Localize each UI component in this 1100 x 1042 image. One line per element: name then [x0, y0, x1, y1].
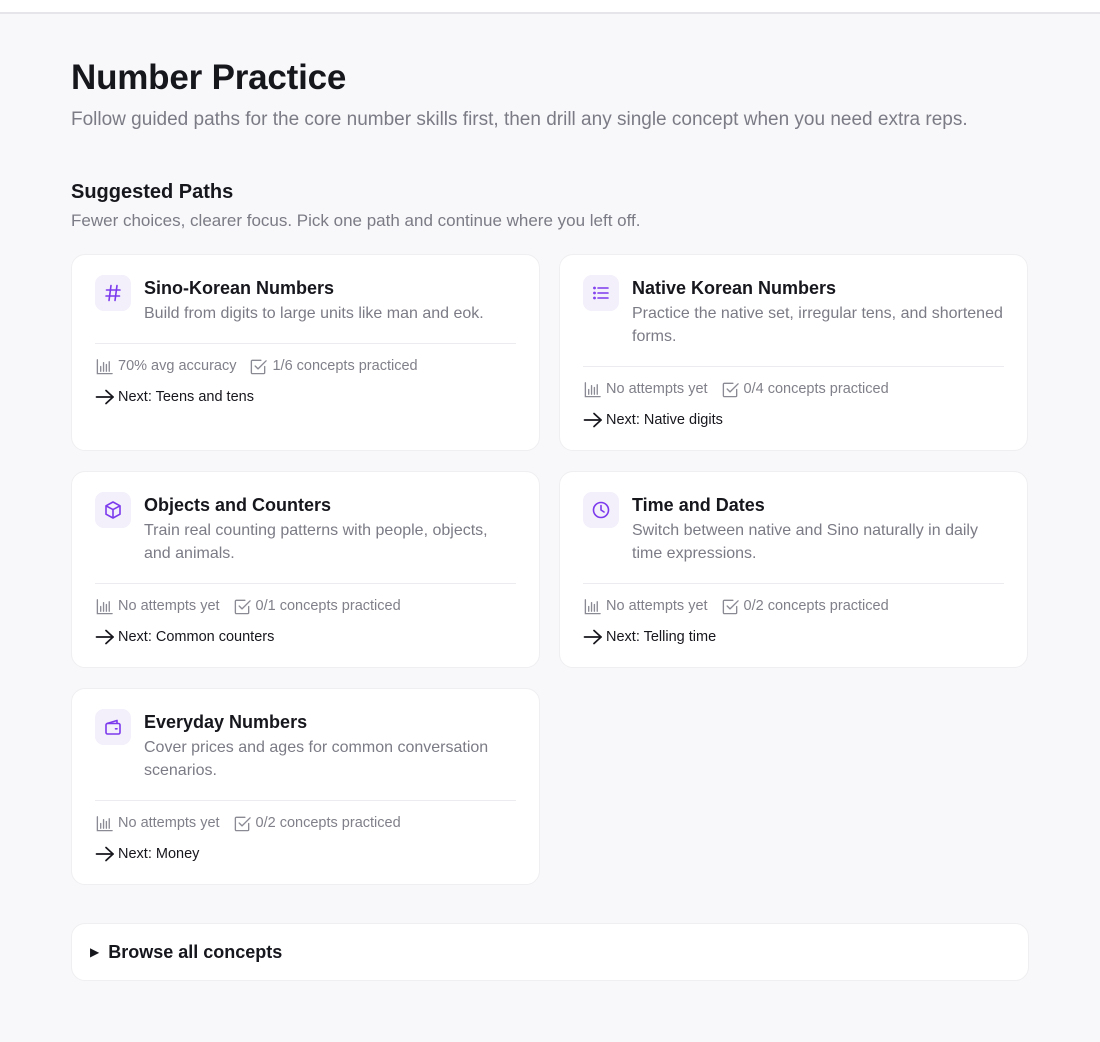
main-content	[71, 56, 1029, 233]
bar-chart-icon	[95, 357, 114, 376]
card-description: Build from digits to large units like man and eok.	[144, 305, 484, 322]
card-description: Practice the native set, irregular tens, and shortened forms.	[632, 305, 1003, 345]
checkbox-icon	[721, 597, 740, 616]
accuracy-text: No attempts yet	[606, 381, 708, 397]
card-divider	[95, 583, 516, 584]
checkbox-icon	[233, 814, 252, 833]
card-divider	[583, 583, 1004, 584]
browse-all-concepts-toggle[interactable]	[71, 923, 1029, 981]
next-link[interactable]	[95, 387, 516, 407]
card-description: Train real counting patterns with people, objects, and animals.	[144, 522, 488, 562]
card-description: Cover prices and ages for common conversation scenarios.	[144, 739, 489, 779]
card-title: Everyday Numbers	[144, 712, 308, 732]
page-title: Number Practice	[71, 58, 347, 97]
next-link[interactable]	[583, 627, 1004, 647]
concepts-text: 0/4 concepts practiced	[743, 381, 889, 397]
concepts-text: 0/2 concepts practiced	[255, 815, 401, 831]
bar-chart-icon	[583, 597, 602, 616]
accuracy-text: No attempts yet	[606, 598, 708, 614]
card-title: Native Korean Numbers	[632, 278, 837, 298]
concepts-text: 0/2 concepts practiced	[743, 598, 889, 614]
arrow-right-icon	[95, 389, 115, 405]
card-divider	[95, 800, 516, 801]
bar-chart-icon	[95, 814, 114, 833]
next-label: Next: Common counters	[118, 629, 275, 645]
bar-chart-icon	[583, 380, 602, 399]
card-title: Objects and Counters	[144, 495, 332, 515]
bar-chart-icon	[95, 597, 114, 616]
card-description: Switch between native and Sino naturally in daily time expressions.	[632, 522, 978, 562]
accuracy-text: 70% avg accuracy	[118, 358, 237, 374]
list-icon	[583, 275, 619, 311]
wallet-icon	[95, 709, 131, 745]
caret-right-icon: ▶	[90, 945, 100, 959]
accuracy-text: No attempts yet	[118, 598, 220, 614]
path-card-everyday-numbers[interactable]	[71, 688, 540, 885]
checkbox-icon	[233, 597, 252, 616]
path-card-sino-korean[interactable]	[71, 254, 540, 451]
next-link[interactable]	[95, 627, 516, 647]
checkbox-icon	[721, 380, 740, 399]
next-link[interactable]	[583, 410, 1004, 430]
path-card-native-korean[interactable]	[559, 254, 1028, 451]
arrow-right-icon	[95, 629, 115, 645]
accuracy-text: No attempts yet	[118, 815, 220, 831]
concepts-text: 0/1 concepts practiced	[255, 598, 401, 614]
card-divider	[583, 366, 1004, 367]
next-link[interactable]	[95, 844, 516, 864]
box-icon	[95, 492, 131, 528]
card-divider	[95, 343, 516, 344]
arrow-right-icon	[583, 629, 603, 645]
next-label: Next: Native digits	[606, 412, 723, 428]
next-label: Next: Money	[118, 846, 200, 862]
arrow-right-icon	[583, 412, 603, 428]
next-label: Next: Telling time	[606, 629, 717, 645]
clock-icon	[583, 492, 619, 528]
arrow-right-icon	[95, 846, 115, 862]
page-subtitle: Follow guided paths for the core number skills first, then drill any single concept when you need extra reps.	[71, 109, 968, 130]
card-title: Sino-Korean Numbers	[144, 278, 335, 298]
section-subtitle: Fewer choices, clearer focus. Pick one path and continue where you left off.	[71, 211, 641, 230]
top-bar	[0, 0, 1100, 14]
path-card-time-dates[interactable]	[559, 471, 1028, 668]
hash-icon	[95, 275, 131, 311]
path-card-objects-counters[interactable]	[71, 471, 540, 668]
section-title: Suggested Paths	[71, 181, 234, 203]
checkbox-icon	[249, 357, 268, 376]
concepts-text: 1/6 concepts practiced	[272, 358, 418, 374]
card-title: Time and Dates	[632, 495, 765, 515]
browse-label: Browse all concepts	[108, 941, 283, 962]
next-label: Next: Teens and tens	[118, 389, 254, 405]
